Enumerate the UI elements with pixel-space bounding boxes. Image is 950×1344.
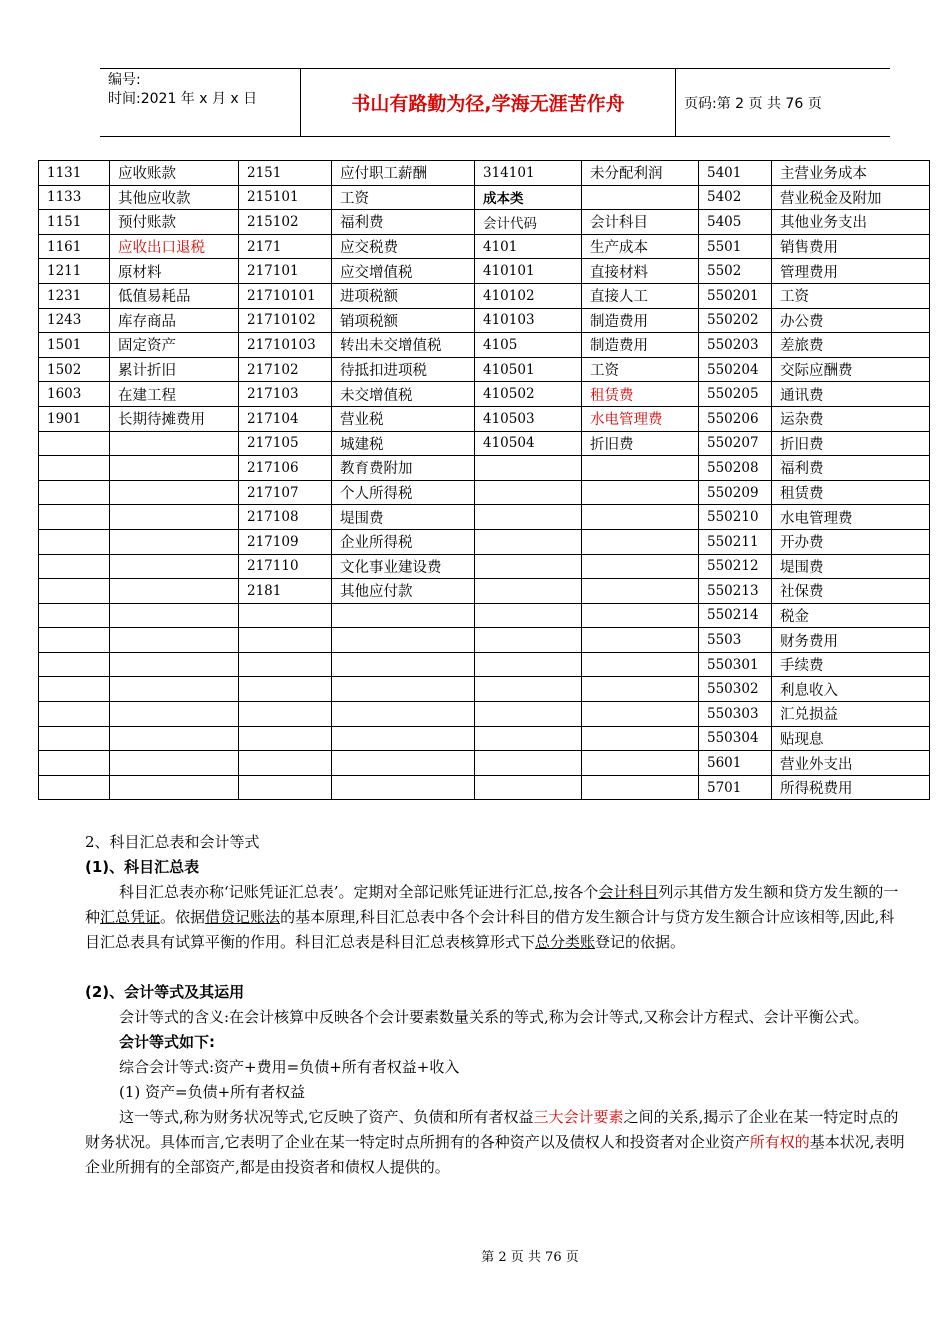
account-name-cell bbox=[110, 702, 239, 727]
account-name-cell: 管理费用 bbox=[772, 259, 930, 284]
account-code-cell: 217109 bbox=[239, 529, 332, 554]
account-code-cell bbox=[39, 505, 110, 530]
table-row bbox=[39, 775, 930, 800]
account-name-cell: 待抵扣进项税 bbox=[332, 357, 475, 382]
account-name-cell: 利息收入 bbox=[772, 677, 930, 702]
account-code-cell bbox=[475, 579, 582, 604]
account-code-cell bbox=[475, 480, 582, 505]
account-code-cell bbox=[475, 751, 582, 776]
account-name-cell: 所得税费用 bbox=[772, 775, 930, 800]
account-name-cell: 堤围费 bbox=[772, 554, 930, 579]
account-name-cell: 销项税额 bbox=[332, 308, 475, 333]
account-code-cell: 成本类 bbox=[475, 185, 582, 210]
account-name-cell: 个人所得税 bbox=[332, 480, 475, 505]
account-name-cell: 其他应付款 bbox=[332, 579, 475, 604]
table-row bbox=[39, 751, 930, 776]
account-code-cell: 550211 bbox=[699, 529, 772, 554]
account-code-cell: 550304 bbox=[699, 726, 772, 751]
table-row bbox=[39, 505, 930, 530]
account-name-cell: 工资 bbox=[582, 357, 699, 382]
account-name-cell: 社保费 bbox=[772, 579, 930, 604]
account-code-cell: 550204 bbox=[699, 357, 772, 382]
account-code-cell bbox=[39, 726, 110, 751]
account-name-cell: 工资 bbox=[772, 283, 930, 308]
account-code-cell bbox=[39, 529, 110, 554]
account-name-cell bbox=[110, 431, 239, 456]
table-row bbox=[39, 283, 930, 308]
highlight-three-elements: 三大会计要素 bbox=[533, 1108, 624, 1126]
account-code-cell bbox=[475, 775, 582, 800]
account-name-cell: 税金 bbox=[772, 603, 930, 628]
account-code-cell bbox=[475, 726, 582, 751]
account-code-cell bbox=[475, 603, 582, 628]
account-name-cell: 城建税 bbox=[332, 431, 475, 456]
account-name-cell: 低值易耗品 bbox=[110, 283, 239, 308]
subsection-title-1: (1)、科目汇总表 bbox=[85, 858, 200, 876]
text-span: 。依据 bbox=[160, 908, 206, 926]
account-name-cell bbox=[582, 677, 699, 702]
header-meta bbox=[100, 69, 301, 136]
paragraph-financial-position bbox=[85, 1105, 905, 1180]
account-name-cell: 长期待摊费用 bbox=[110, 406, 239, 431]
account-code-cell bbox=[239, 677, 332, 702]
account-name-cell: 预付账款 bbox=[110, 210, 239, 235]
account-name-cell: 主营业务成本 bbox=[772, 161, 930, 186]
account-name-cell: 福利费 bbox=[332, 210, 475, 235]
account-name-cell bbox=[582, 505, 699, 530]
account-code-cell: 5502 bbox=[699, 259, 772, 284]
account-code-cell: 410102 bbox=[475, 283, 582, 308]
account-name-cell: 交际应酬费 bbox=[772, 357, 930, 382]
account-name-cell: 企业所得税 bbox=[332, 529, 475, 554]
account-name-cell: 应收出口退税 bbox=[110, 234, 239, 259]
account-code-cell bbox=[39, 579, 110, 604]
account-code-cell bbox=[475, 677, 582, 702]
account-name-cell: 工资 bbox=[332, 185, 475, 210]
account-code-cell: 217102 bbox=[239, 357, 332, 382]
account-code-cell: 1133 bbox=[39, 185, 110, 210]
header-page-label: 页码:第 2 页 共 76 页 bbox=[684, 95, 822, 112]
account-name-cell bbox=[110, 480, 239, 505]
account-code-cell: 1211 bbox=[39, 259, 110, 284]
account-code-cell bbox=[475, 529, 582, 554]
account-name-cell bbox=[110, 751, 239, 776]
link-general-ledger[interactable]: 总分类账 bbox=[535, 933, 596, 951]
account-name-cell: 财务费用 bbox=[772, 628, 930, 653]
account-name-cell bbox=[110, 677, 239, 702]
account-code-cell: 217107 bbox=[239, 480, 332, 505]
account-code-cell: 1161 bbox=[39, 234, 110, 259]
subsection-title-2: (2)、会计等式及其运用 bbox=[85, 983, 245, 1001]
account-code-cell bbox=[239, 702, 332, 727]
account-code-cell: 217101 bbox=[239, 259, 332, 284]
account-name-cell: 应付职工薪酬 bbox=[332, 161, 475, 186]
account-name-cell bbox=[582, 603, 699, 628]
account-code-cell: 1501 bbox=[39, 333, 110, 358]
link-debit-credit-method[interactable]: 借贷记账法 bbox=[205, 908, 281, 926]
text-span: 基本状况,表明企业所拥有的全部资产,都是由投资者和债权人提供的。 bbox=[85, 1133, 905, 1176]
account-name-cell: 租赁费 bbox=[772, 480, 930, 505]
account-name-cell: 应收账款 bbox=[110, 161, 239, 186]
account-code-cell: 410501 bbox=[475, 357, 582, 382]
account-name-cell bbox=[110, 726, 239, 751]
account-code-cell: 2151 bbox=[239, 161, 332, 186]
account-name-cell bbox=[582, 751, 699, 776]
table-row bbox=[39, 628, 930, 653]
account-code-cell: 550210 bbox=[699, 505, 772, 530]
account-code-cell bbox=[39, 628, 110, 653]
account-code-cell: 217104 bbox=[239, 406, 332, 431]
account-name-cell: 文化事业建设费 bbox=[332, 554, 475, 579]
table-row bbox=[39, 579, 930, 604]
account-name-cell bbox=[332, 677, 475, 702]
paragraph-equation-meaning: 会计等式的含义:在会计核算中反映各个会计要素数量关系的等式,称为会计等式,又称会计方程式、会计平衡公式。 bbox=[119, 1008, 869, 1026]
account-code-cell: 1243 bbox=[39, 308, 110, 333]
account-code-cell: 4101 bbox=[475, 234, 582, 259]
account-name-cell: 通讯费 bbox=[772, 382, 930, 407]
account-code-cell bbox=[39, 480, 110, 505]
account-name-cell: 累计折旧 bbox=[110, 357, 239, 382]
account-name-cell bbox=[582, 652, 699, 677]
account-name-cell: 在建工程 bbox=[110, 382, 239, 407]
account-code-cell bbox=[39, 751, 110, 776]
combined-equation: 综合会计等式:资产+费用=负债+所有者权益+收入 bbox=[119, 1058, 460, 1076]
account-code-cell: 1131 bbox=[39, 161, 110, 186]
account-name-cell: 库存商品 bbox=[110, 308, 239, 333]
account-code-cell bbox=[239, 751, 332, 776]
account-code-cell: 550214 bbox=[699, 603, 772, 628]
account-code-cell: 410103 bbox=[475, 308, 582, 333]
account-code-cell: 550303 bbox=[699, 702, 772, 727]
account-name-cell: 原材料 bbox=[110, 259, 239, 284]
table-row bbox=[39, 234, 930, 259]
account-code-cell: 5402 bbox=[699, 185, 772, 210]
account-name-cell bbox=[582, 579, 699, 604]
highlight-ownership: 所有权的 bbox=[749, 1133, 810, 1151]
page-header bbox=[100, 68, 890, 137]
account-name-cell: 差旅费 bbox=[772, 333, 930, 358]
account-code-cell: 550302 bbox=[699, 677, 772, 702]
account-code-cell bbox=[239, 603, 332, 628]
table-row bbox=[39, 161, 930, 186]
account-name-cell: 租赁费 bbox=[582, 382, 699, 407]
account-name-cell bbox=[110, 652, 239, 677]
table-row bbox=[39, 677, 930, 702]
account-code-cell bbox=[39, 603, 110, 628]
account-code-cell: 550205 bbox=[699, 382, 772, 407]
account-code-cell bbox=[475, 505, 582, 530]
account-name-cell bbox=[110, 628, 239, 653]
account-code-cell: 550208 bbox=[699, 456, 772, 481]
account-name-cell bbox=[332, 775, 475, 800]
account-name-cell: 直接人工 bbox=[582, 283, 699, 308]
table-row bbox=[39, 480, 930, 505]
account-name-cell: 贴现息 bbox=[772, 726, 930, 751]
account-name-cell: 制造费用 bbox=[582, 308, 699, 333]
account-code-cell: 会计代码 bbox=[475, 210, 582, 235]
account-name-cell bbox=[110, 775, 239, 800]
account-name-cell: 直接材料 bbox=[582, 259, 699, 284]
account-code-cell: 1151 bbox=[39, 210, 110, 235]
account-code-cell: 550206 bbox=[699, 406, 772, 431]
account-code-cell bbox=[475, 456, 582, 481]
account-code-cell: 4105 bbox=[475, 333, 582, 358]
account-code-cell bbox=[39, 702, 110, 727]
account-code-cell: 2171 bbox=[239, 234, 332, 259]
table-row bbox=[39, 529, 930, 554]
document-body bbox=[85, 830, 905, 1180]
account-code-cell: 550207 bbox=[699, 431, 772, 456]
table-row bbox=[39, 702, 930, 727]
text-span: 之间的关系,揭示了企业在某一特定时点的财务状况。具体而言,它表明了企业在某一特定时点所拥有的各种资产以及债权人和投资者对企业资产 bbox=[85, 1108, 899, 1151]
account-name-cell bbox=[110, 579, 239, 604]
account-name-cell: 固定资产 bbox=[110, 333, 239, 358]
account-code-cell: 314101 bbox=[475, 161, 582, 186]
account-code-cell: 550212 bbox=[699, 554, 772, 579]
account-name-cell: 其他业务支出 bbox=[772, 210, 930, 235]
account-code-cell: 1603 bbox=[39, 382, 110, 407]
account-code-cell: 21710103 bbox=[239, 333, 332, 358]
table-row bbox=[39, 726, 930, 751]
account-code-cell: 217103 bbox=[239, 382, 332, 407]
account-name-cell bbox=[332, 751, 475, 776]
paragraph-summary-table bbox=[85, 880, 905, 955]
table-row bbox=[39, 603, 930, 628]
account-code-cell bbox=[239, 628, 332, 653]
text-span: 科目汇总表亦称‘记账凭证汇总表’。定期对全部记账凭证进行汇总,按各个 bbox=[119, 883, 599, 901]
text-span: 列示其借方发生额和贷方发生额的一种 bbox=[85, 883, 899, 926]
account-code-cell bbox=[39, 431, 110, 456]
account-code-cell: 5701 bbox=[699, 775, 772, 800]
account-name-cell: 开办费 bbox=[772, 529, 930, 554]
table-row bbox=[39, 357, 930, 382]
account-name-cell bbox=[110, 505, 239, 530]
table-row bbox=[39, 210, 930, 235]
time-label: 时间:2021 年 x 月 x 日 bbox=[108, 91, 258, 107]
account-name-cell: 堤围费 bbox=[332, 505, 475, 530]
account-name-cell: 营业税金及附加 bbox=[772, 185, 930, 210]
account-code-cell: 550213 bbox=[699, 579, 772, 604]
equation-heading: 会计等式如下: bbox=[119, 1033, 215, 1051]
account-name-cell bbox=[332, 702, 475, 727]
page-footer: 第 2 页 共 76 页 bbox=[481, 1250, 579, 1265]
account-code-cell bbox=[39, 652, 110, 677]
account-name-cell: 应交增值税 bbox=[332, 259, 475, 284]
account-name-cell bbox=[582, 456, 699, 481]
account-code-cell: 217110 bbox=[239, 554, 332, 579]
account-name-cell: 水电管理费 bbox=[772, 505, 930, 530]
account-name-cell bbox=[332, 726, 475, 751]
account-code-cell: 5405 bbox=[699, 210, 772, 235]
number-label: 编号: bbox=[108, 72, 141, 88]
account-name-cell bbox=[582, 554, 699, 579]
account-code-table bbox=[38, 160, 930, 800]
account-name-cell: 未交增值税 bbox=[332, 382, 475, 407]
account-code-cell: 1502 bbox=[39, 357, 110, 382]
account-code-cell: 2181 bbox=[239, 579, 332, 604]
spacer bbox=[85, 955, 905, 980]
table-row bbox=[39, 554, 930, 579]
account-name-cell bbox=[110, 456, 239, 481]
account-name-cell: 营业外支出 bbox=[772, 751, 930, 776]
text-span: 的基本原理,科目汇总表中各个会计科目的借方发生额合计与贷方发生额合计应该相等,因此,科目汇总表具有试算平衡的作用。科目汇总表是科目汇总表核算形式下 bbox=[85, 908, 895, 951]
account-code-cell bbox=[475, 702, 582, 727]
equation-1: (1) 资产=负债+所有者权益 bbox=[119, 1083, 306, 1101]
table-row bbox=[39, 259, 930, 284]
account-name-cell: 折旧费 bbox=[582, 431, 699, 456]
account-name-cell bbox=[582, 529, 699, 554]
table-row bbox=[39, 652, 930, 677]
account-code-cell: 5503 bbox=[699, 628, 772, 653]
account-name-cell: 应交税费 bbox=[332, 234, 475, 259]
account-name-cell: 进项税额 bbox=[332, 283, 475, 308]
account-name-cell bbox=[110, 529, 239, 554]
table-row bbox=[39, 308, 930, 333]
account-name-cell: 转出未交增值税 bbox=[332, 333, 475, 358]
account-name-cell bbox=[332, 652, 475, 677]
account-name-cell bbox=[332, 628, 475, 653]
link-summary-voucher[interactable]: 汇总凭证 bbox=[100, 908, 161, 926]
account-name-cell: 水电管理费 bbox=[582, 406, 699, 431]
account-code-cell: 5401 bbox=[699, 161, 772, 186]
account-code-cell: 550202 bbox=[699, 308, 772, 333]
account-code-cell: 410101 bbox=[475, 259, 582, 284]
account-code-cell bbox=[39, 554, 110, 579]
account-name-cell bbox=[582, 775, 699, 800]
account-name-cell: 未分配利润 bbox=[582, 161, 699, 186]
account-code-cell bbox=[39, 456, 110, 481]
account-code-cell bbox=[475, 628, 582, 653]
link-accounting-subject[interactable]: 会计科目 bbox=[598, 883, 659, 901]
account-code-cell bbox=[239, 775, 332, 800]
table-row bbox=[39, 185, 930, 210]
account-code-cell: 550301 bbox=[699, 652, 772, 677]
account-name-cell bbox=[582, 702, 699, 727]
account-code-cell: 21710102 bbox=[239, 308, 332, 333]
account-code-cell: 5601 bbox=[699, 751, 772, 776]
account-name-cell: 手续费 bbox=[772, 652, 930, 677]
header-motto: 书山有路勤为径,学海无涯苦作舟 bbox=[301, 69, 676, 136]
account-code-cell: 1901 bbox=[39, 406, 110, 431]
account-name-cell: 福利费 bbox=[772, 456, 930, 481]
account-name-cell: 会计科目 bbox=[582, 210, 699, 235]
account-name-cell bbox=[332, 603, 475, 628]
account-code-cell: 410502 bbox=[475, 382, 582, 407]
account-name-cell bbox=[582, 185, 699, 210]
account-code-cell: 550209 bbox=[699, 480, 772, 505]
account-code-cell: 1231 bbox=[39, 283, 110, 308]
table-row bbox=[39, 406, 930, 431]
account-code-cell bbox=[39, 775, 110, 800]
account-name-cell: 销售费用 bbox=[772, 234, 930, 259]
account-name-cell bbox=[582, 726, 699, 751]
account-code-cell: 410504 bbox=[475, 431, 582, 456]
account-name-cell: 汇兑损益 bbox=[772, 702, 930, 727]
account-name-cell bbox=[110, 554, 239, 579]
account-name-cell: 教育费附加 bbox=[332, 456, 475, 481]
account-name-cell: 运杂费 bbox=[772, 406, 930, 431]
account-code-cell: 217105 bbox=[239, 431, 332, 456]
account-name-cell: 折旧费 bbox=[772, 431, 930, 456]
account-code-cell: 21710101 bbox=[239, 283, 332, 308]
account-code-cell bbox=[475, 554, 582, 579]
table-row bbox=[39, 333, 930, 358]
account-code-cell: 215101 bbox=[239, 185, 332, 210]
account-code-cell bbox=[239, 652, 332, 677]
account-name-cell: 生产成本 bbox=[582, 234, 699, 259]
account-code-cell bbox=[475, 652, 582, 677]
table-row bbox=[39, 431, 930, 456]
account-code-cell bbox=[239, 726, 332, 751]
account-name-cell: 其他应收款 bbox=[110, 185, 239, 210]
account-name-cell bbox=[110, 603, 239, 628]
account-name-cell bbox=[582, 628, 699, 653]
account-code-cell: 217106 bbox=[239, 456, 332, 481]
table-row bbox=[39, 456, 930, 481]
account-code-cell: 5501 bbox=[699, 234, 772, 259]
account-code-cell: 410503 bbox=[475, 406, 582, 431]
account-code-cell bbox=[39, 677, 110, 702]
account-name-cell: 办公费 bbox=[772, 308, 930, 333]
account-code-cell: 217108 bbox=[239, 505, 332, 530]
account-name-cell: 营业税 bbox=[332, 406, 475, 431]
account-code-cell: 215102 bbox=[239, 210, 332, 235]
account-code-cell: 550201 bbox=[699, 283, 772, 308]
account-code-cell: 550203 bbox=[699, 333, 772, 358]
text-span: 登记的依据。 bbox=[595, 933, 686, 951]
table-row bbox=[39, 382, 930, 407]
account-name-cell bbox=[582, 480, 699, 505]
text-span: 这一等式,称为财务状况等式,它反映了资产、负债和所有者权益 bbox=[119, 1108, 534, 1126]
section-title: 2、科目汇总表和会计等式 bbox=[85, 833, 260, 851]
account-name-cell: 制造费用 bbox=[582, 333, 699, 358]
